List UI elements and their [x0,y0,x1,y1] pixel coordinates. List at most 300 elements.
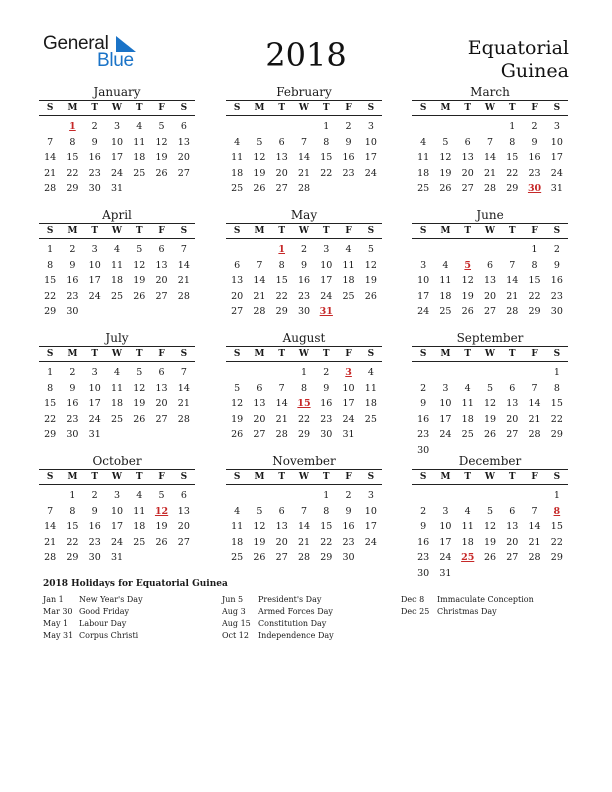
weekday-label: M [440,349,451,359]
month-july [39,330,195,443]
day-cell: 2 [420,382,427,394]
month-may [226,207,382,320]
day-cell: 10 [88,382,101,394]
weekday-label: M [67,472,78,482]
month-april [39,207,195,320]
day-cell: 17 [550,152,563,163]
empty-day-cell [479,365,501,381]
day-cell: 7 [300,136,308,148]
day-cell: 26 [483,429,497,440]
empty-day-cell [457,365,479,381]
day-cell: 23 [88,167,101,179]
day-cell: 8 [47,382,54,394]
day-cell: 19 [483,536,497,548]
day-cell: 27 [275,552,288,563]
day-cell: 3 [113,121,121,132]
weekday-label: S [46,472,54,482]
day-cell: 20 [155,275,168,286]
month-june [412,207,568,320]
day-cell: 9 [91,505,98,517]
day-cell: 1 [47,367,54,378]
weekday-label: W [484,349,496,359]
day-cell: 19 [155,521,168,532]
holiday-day-cell: 31 [319,306,333,317]
weekday-header [39,346,195,362]
holiday-name: Immaculate Conception [437,595,534,604]
weekday-label: M [254,349,265,359]
day-cell: 20 [155,398,168,409]
empty-day-cell [271,119,293,135]
day-cell: 8 [323,136,330,148]
weekday-label: T [322,472,330,482]
month-name: June [476,208,504,222]
day-cell: 23 [417,552,430,563]
weekday-label: F [345,103,352,113]
empty-day-cell [226,242,248,258]
day-cell: 14 [528,521,541,532]
day-cell: 29 [528,306,541,317]
weekday-label: T [278,103,286,113]
day-cell: 18 [231,167,244,179]
day-cell: 9 [91,136,98,148]
day-cell: 18 [417,167,430,179]
empty-day-cell [271,488,293,504]
day-cell: 24 [88,413,101,425]
day-cell: 16 [550,275,563,286]
empty-day-cell [226,365,248,381]
day-cell: 1 [300,367,308,378]
day-cell: 18 [461,536,474,548]
empty-day-cell [434,242,456,258]
day-cell: 12 [483,521,497,532]
day-cell: 4 [234,505,241,517]
holiday-day-cell: 30 [527,183,542,194]
weekday-label: T [322,103,330,113]
weekday-label: T [91,226,99,236]
month-name: October [92,454,142,468]
day-cell: 1 [323,121,330,132]
weekday-label: F [345,472,352,482]
empty-day-cell [248,365,270,381]
day-cell: 30 [417,567,430,579]
day-cell: 21 [483,167,497,179]
day-cell: 10 [342,382,355,394]
day-cell: 8 [553,382,560,394]
empty-day-cell [479,488,501,504]
day-cell: 19 [364,275,377,286]
day-cell: 27 [253,429,266,440]
day-cell: 26 [231,429,244,440]
day-cell: 23 [297,290,311,302]
day-cell: 28 [483,183,497,194]
day-cell: 16 [320,398,333,409]
weekday-label: S [419,472,427,482]
day-cell: 20 [506,413,519,425]
day-cell: 28 [177,413,190,425]
holiday-row [43,630,143,642]
day-cell: 14 [44,152,57,163]
day-cell: 7 [486,136,494,148]
day-cell: 9 [420,398,427,409]
day-cell: 13 [155,259,168,271]
day-cell: 19 [133,275,146,286]
day-cell: 23 [66,290,79,302]
day-cell: 5 [136,244,143,255]
day-cell: 22 [275,290,288,302]
day-cell: 19 [155,152,168,163]
holiday-date: May 31 [43,631,74,640]
day-cell: 16 [88,152,101,163]
day-cell: 3 [91,367,98,378]
holiday-name: Independence Day [258,631,334,640]
day-cell: 14 [297,152,311,163]
day-cell: 25 [133,167,146,179]
weekday-label: S [233,472,241,482]
day-cell: 30 [88,552,101,563]
weekday-label: T [135,349,143,359]
holiday-column [222,594,334,642]
day-cell: 9 [345,505,352,517]
day-cell: 27 [177,167,190,179]
empty-day-cell [39,488,61,504]
day-cell: 29 [44,306,57,317]
day-cell: 17 [417,290,430,302]
day-cell: 24 [364,536,377,548]
logo-word-blue: Blue [97,50,134,71]
month-march [412,84,568,197]
day-cell: 5 [486,505,494,517]
day-cell: 19 [461,290,474,302]
day-cell: 24 [88,290,101,302]
day-cell: 13 [275,521,288,532]
month-name: November [272,454,336,468]
day-cell: 4 [113,244,121,255]
day-cell: 27 [506,552,519,563]
day-cell: 30 [297,306,311,317]
weekday-label: S [46,349,54,359]
weekday-header [226,100,382,116]
day-cell: 29 [320,552,333,563]
logo-word-general: General [43,33,109,54]
weekday-label: M [254,226,265,236]
holiday-name: President's Day [258,595,322,604]
weekday-label: W [111,349,123,359]
day-cell: 12 [439,152,452,163]
day-cell: 3 [91,244,98,255]
weekday-label: W [298,103,310,113]
empty-day-cell [434,119,456,135]
day-cell: 27 [483,306,497,317]
day-cell: 3 [420,259,427,271]
day-cell: 2 [91,490,98,501]
empty-day-cell [457,242,479,258]
day-cell: 11 [231,152,244,163]
weekday-header [39,223,195,239]
weekday-header [39,469,195,485]
day-grid [412,242,568,320]
day-cell: 8 [531,259,538,271]
day-cell: 26 [439,183,452,194]
day-cell: 30 [342,552,355,563]
empty-day-cell [501,488,523,504]
day-cell: 4 [464,382,471,394]
day-cell: 30 [66,306,79,317]
day-cell: 17 [364,152,377,163]
day-cell: 18 [364,398,377,409]
holiday-row [401,594,534,606]
day-cell: 8 [300,382,308,394]
weekday-label: M [440,226,451,236]
weekday-label: F [531,103,538,113]
day-cell: 22 [506,167,519,179]
day-cell: 16 [66,398,79,409]
month-february [226,84,382,197]
weekday-label: F [158,103,165,113]
day-cell: 4 [345,244,352,255]
day-cell: 6 [158,244,165,255]
weekday-label: S [233,103,241,113]
day-cell: 2 [345,490,352,501]
day-cell: 25 [231,552,244,563]
day-cell: 24 [417,306,430,317]
month-december [412,453,568,581]
month-name: September [456,331,524,345]
day-cell: 19 [483,413,497,425]
day-cell: 18 [133,152,146,163]
day-cell: 19 [231,413,244,425]
day-cell: 1 [509,121,516,132]
empty-day-cell [412,365,434,381]
holiday-date: Jun 5 [222,595,244,604]
day-cell: 11 [461,398,474,409]
empty-day-cell [271,365,293,381]
weekday-label: S [233,349,241,359]
weekday-header [412,100,568,116]
holiday-date: Dec 25 [401,607,430,616]
month-name: March [470,85,510,99]
empty-day-cell [434,488,456,504]
weekday-header [226,469,382,485]
month-name: May [290,208,318,222]
day-cell: 28 [506,306,519,317]
day-cell: 5 [136,367,143,378]
weekday-label: S [180,103,188,113]
day-cell: 11 [461,521,474,532]
day-cell: 8 [47,259,54,271]
day-cell: 17 [439,536,452,548]
weekday-label: S [367,349,375,359]
day-cell: 26 [253,552,266,563]
day-cell: 9 [69,382,76,394]
day-cell: 24 [364,167,377,179]
day-cell: 18 [110,275,124,286]
weekday-header [226,223,382,239]
month-january [39,84,195,197]
weekday-label: M [254,103,265,113]
day-cell: 9 [300,259,308,271]
day-cell: 18 [133,521,146,532]
holiday-name: New Year's Day [79,595,143,604]
day-cell: 21 [275,413,288,425]
weekday-label: T [464,226,472,236]
calendar-year: 2018 [265,36,347,74]
day-cell: 11 [133,505,146,517]
day-cell: 26 [461,306,474,317]
weekday-label: S [233,226,241,236]
day-grid [39,365,195,443]
country-name [369,37,569,83]
holiday-name: Labour Day [79,619,127,628]
holiday-name: Good Friday [79,607,130,616]
day-cell: 5 [256,136,263,148]
holiday-day-cell: 8 [553,505,561,517]
day-cell: 28 [528,552,541,563]
day-cell: 11 [231,521,244,532]
day-cell: 25 [461,429,474,440]
day-cell: 21 [253,290,266,302]
holiday-name: Armed Forces Day [258,607,333,616]
weekday-label: M [67,103,78,113]
empty-day-cell [412,488,434,504]
day-cell: 21 [44,167,57,179]
day-cell: 20 [253,413,266,425]
day-cell: 5 [158,490,165,501]
day-cell: 14 [275,398,288,409]
day-cell: 23 [320,413,333,425]
day-cell: 12 [133,259,146,271]
day-cell: 11 [417,152,430,163]
holiday-row [222,630,334,642]
day-cell: 12 [133,382,146,394]
day-cell: 23 [550,290,563,302]
day-cell: 18 [342,275,355,286]
day-cell: 18 [110,398,124,409]
weekday-label: S [419,226,427,236]
day-cell: 22 [550,413,563,425]
day-cell: 7 [531,505,538,517]
day-cell: 14 [44,521,57,532]
day-cell: 25 [342,290,355,302]
day-cell: 9 [345,136,352,148]
day-cell: 6 [486,259,494,271]
holiday-column [401,594,534,618]
day-cell: 19 [253,536,266,548]
weekday-label: F [531,226,538,236]
day-cell: 26 [483,552,497,563]
day-cell: 11 [110,382,124,394]
day-cell: 25 [133,536,146,548]
day-cell: 15 [44,398,57,409]
day-cell: 23 [88,536,101,548]
day-cell: 13 [177,136,190,148]
day-cell: 31 [110,552,124,563]
day-cell: 2 [345,121,352,132]
day-cell: 16 [342,521,355,532]
day-cell: 3 [442,382,449,394]
day-cell: 28 [297,183,311,194]
day-cell: 27 [231,306,244,317]
empty-day-cell [226,488,248,504]
day-cell: 25 [364,413,377,425]
day-cell: 25 [110,413,124,425]
day-cell: 20 [483,290,497,302]
day-cell: 19 [133,398,146,409]
month-august [226,330,382,443]
day-cell: 29 [550,552,563,563]
day-cell: 10 [110,505,124,517]
day-grid [412,365,568,458]
empty-day-cell [293,488,315,504]
day-cell: 9 [531,136,538,148]
day-cell: 1 [531,244,538,255]
weekday-label: S [419,103,427,113]
day-cell: 22 [44,290,57,302]
month-name: August [282,331,326,345]
weekday-label: W [298,349,310,359]
day-grid [412,488,568,581]
day-cell: 23 [417,429,430,440]
day-cell: 16 [88,521,101,532]
day-cell: 7 [256,259,263,271]
weekday-label: S [553,103,561,113]
day-cell: 2 [323,367,330,378]
day-cell: 7 [531,382,538,394]
day-cell: 1 [553,367,560,378]
day-cell: 17 [364,521,377,532]
day-cell: 6 [180,490,187,501]
weekday-label: S [553,472,561,482]
month-name: January [93,85,141,99]
weekday-label: F [531,349,538,359]
day-cell: 3 [553,121,560,132]
empty-day-cell [501,242,523,258]
day-cell: 27 [177,536,190,548]
day-cell: 7 [278,382,285,394]
day-cell: 30 [417,444,430,456]
day-cell: 8 [69,136,76,148]
weekday-label: S [419,349,427,359]
month-name: July [105,331,129,345]
empty-day-cell [248,488,270,504]
day-cell: 1 [47,244,54,255]
day-cell: 2 [69,244,76,255]
day-cell: 26 [133,290,146,302]
day-cell: 24 [110,536,124,548]
day-cell: 16 [66,275,79,286]
holiday-day-cell: 5 [464,259,472,271]
empty-day-cell [412,242,434,258]
day-cell: 19 [439,167,452,179]
day-grid [412,119,568,197]
day-cell: 7 [300,505,308,517]
day-cell: 20 [506,536,519,548]
day-cell: 20 [231,290,244,302]
day-cell: 13 [275,152,288,163]
day-cell: 26 [253,183,266,194]
day-cell: 16 [297,275,311,286]
weekday-label: F [531,472,538,482]
weekday-label: M [254,472,265,482]
brand-logo [43,33,143,73]
day-cell: 5 [256,505,263,517]
day-cell: 3 [442,505,449,517]
day-cell: 25 [439,306,452,317]
day-cell: 25 [231,183,244,194]
day-cell: 6 [158,367,165,378]
weekday-header [412,469,568,485]
weekday-label: F [345,226,352,236]
day-cell: 8 [323,505,330,517]
